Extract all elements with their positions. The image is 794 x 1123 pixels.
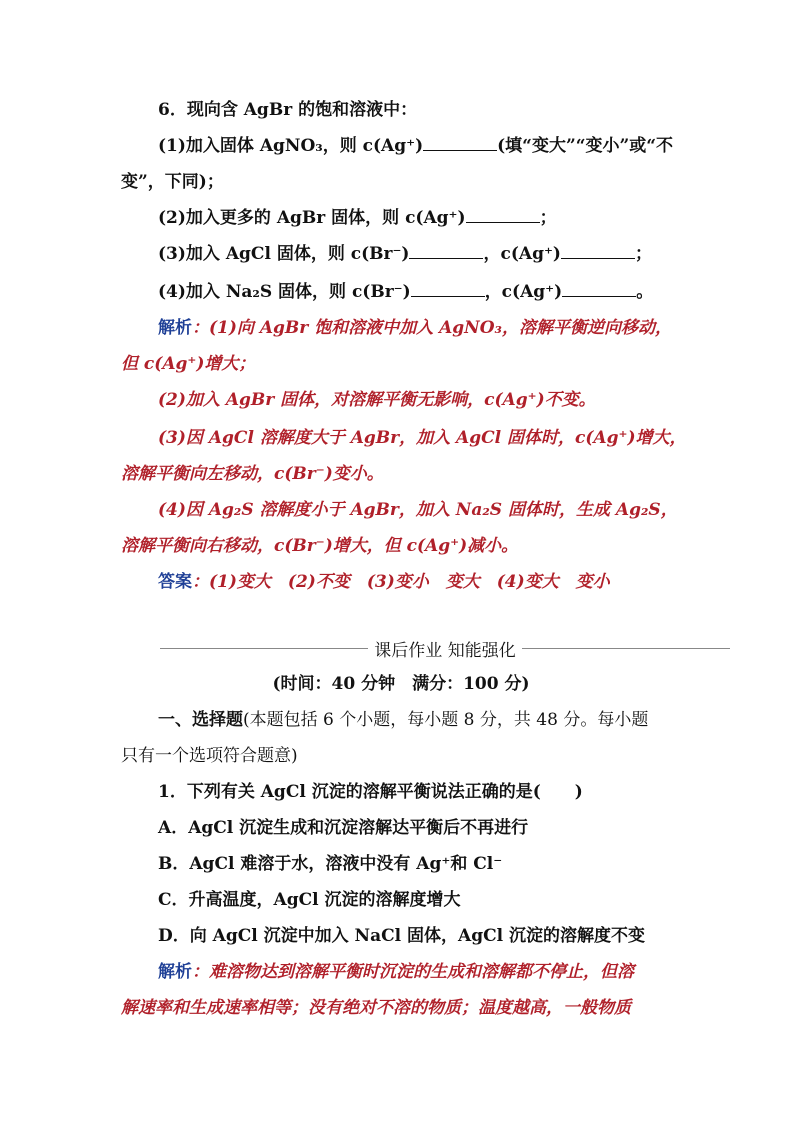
option-d[interactable]: D．向 AgCl 沉淀中加入 NaCl 固体，AgCl 沉淀的溶解度不变 (158, 926, 646, 946)
analysis-1-line-1: 解析：难溶物达到溶解平衡时沉淀的生成和溶解都不停止，但溶 (158, 962, 634, 982)
question-6-part-3: (3)加入 AgCl 固体，则 c(Br⁻) ，c(Ag⁺) ； (158, 244, 652, 264)
answer-blank[interactable] (423, 135, 497, 151)
answer-blank[interactable] (466, 207, 540, 223)
analysis-label: 解析 (158, 318, 192, 338)
analysis-6-line-1: 解析：(1)向 AgBr 饱和溶液中加入 AgNO₃，溶解平衡逆向移动， (158, 318, 672, 338)
analysis-6-line-7: 溶解平衡向右移动，c(Br⁻)增大，但 c(Ag⁺)减小。 (121, 536, 519, 556)
analysis-6-line-3: (2)加入 AgBr 固体，对溶解平衡无影响，c(Ag⁺)不变。 (158, 390, 596, 410)
question-1-stem: 1．下列有关 AgCl 沉淀的溶解平衡说法正确的是( ) (158, 782, 583, 802)
option-c[interactable]: C．升高温度，AgCl 沉淀的溶解度增大 (158, 890, 461, 910)
option-a[interactable]: A．AgCl 沉淀生成和沉淀溶解达平衡后不再进行 (158, 818, 529, 838)
analysis-label: 解析 (158, 962, 192, 982)
divider-rule-left (160, 648, 368, 649)
question-6-part-4: (4)加入 Na₂S 固体，则 c(Br⁻) ，c(Ag⁺) 。 (158, 282, 654, 302)
analysis-6-line-5: 溶解平衡向左移动，c(Br⁻)变小。 (121, 464, 384, 484)
part-1-heading: 一、选择题(本题包括 6 个小题，每小题 8 分，共 48 分。每小题 (158, 710, 649, 730)
question-6-title: 6．现向含 AgBr 的饱和溶液中： (158, 100, 418, 120)
question-6-part-2: (2)加入更多的 AgBr 固体，则 c(Ag⁺) ； (158, 208, 557, 228)
analysis-6-line-4: (3)因 AgCl 溶解度大于 AgBr，加入 AgCl 固体时，c(Ag⁺)增大， (158, 428, 687, 448)
question-6-part-1-cont: 变”，下同)； (121, 172, 224, 192)
analysis-1-line-2: 解速率和生成速率相等；没有绝对不溶的物质；温度越高，一般物质 (121, 998, 631, 1018)
answer-blank[interactable] (411, 281, 485, 297)
question-6-part-1: (1)加入固体 AgNO₃，则 c(Ag⁺) (填“变大”“变小”或“不 (158, 136, 674, 156)
section-title: 课后作业 知能强化 (374, 640, 516, 661)
answer-label: 答案 (158, 572, 192, 592)
option-b[interactable]: B．AgCl 难溶于水，溶液中没有 Ag⁺和 Cl⁻ (158, 854, 503, 874)
answer-6: 答案：(1)变大 (2)不变 (3)变小 变大 (4)变大 变小 (158, 572, 610, 592)
analysis-6-line-6: (4)因 Ag₂S 溶解度小于 AgBr，加入 Na₂S 固体时，生成 Ag₂S， (158, 500, 678, 520)
time-score-info: (时间：40 分钟 满分：100 分) (272, 674, 530, 694)
divider-rule-right (522, 648, 730, 649)
part-1-desc: 只有一个选项符合题意) (121, 746, 298, 766)
answer-blank[interactable] (561, 243, 635, 259)
analysis-6-line-2: 但 c(Ag⁺)增大； (121, 354, 256, 374)
answer-blank[interactable] (409, 243, 483, 259)
section-divider (160, 636, 730, 660)
answer-blank[interactable] (562, 281, 636, 297)
